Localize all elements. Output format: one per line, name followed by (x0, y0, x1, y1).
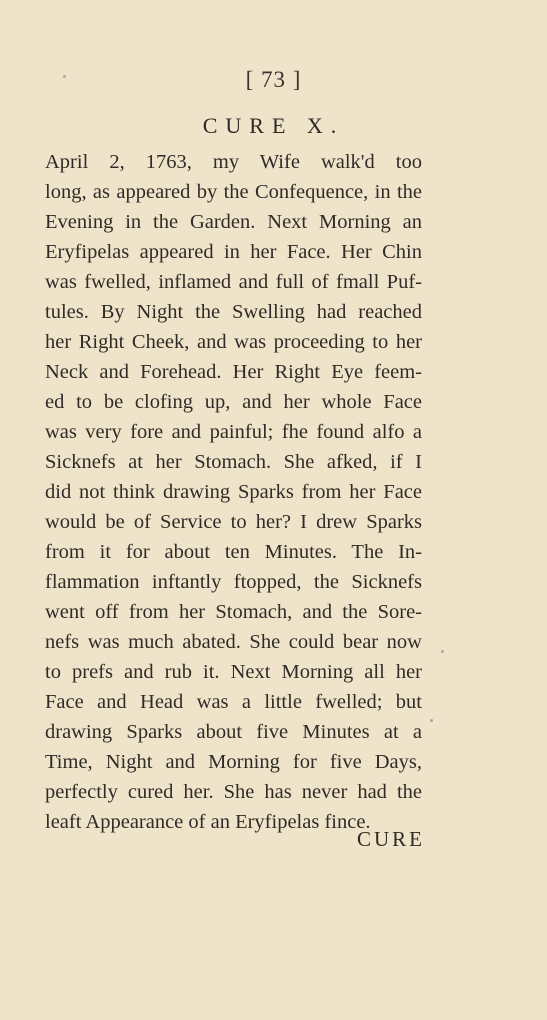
text-line: long, as appeared by the Confequence, in the (45, 181, 422, 203)
text-line: would be of Service to her? I drew Sparks (45, 511, 422, 533)
body-text (45, 147, 422, 837)
text-line: nefs was much abated. She could bear now (45, 631, 422, 653)
text-line: Neck and Forehead. Her Right Eye feem- (45, 361, 422, 383)
text-line: drawing Sparks about five Minutes at a (45, 721, 422, 743)
text-line: Evening in the Garden. Next Morning an (45, 211, 422, 233)
paper-speck (430, 719, 433, 722)
text-line: Time, Night and Morning for five Days, (45, 751, 422, 773)
text-line: Eryfipelas appeared in her Face. Her Chin (45, 241, 422, 263)
text-line: did not think drawing Sparks from her Face (45, 481, 422, 503)
text-line: tules. By Night the Swelling had reached (45, 301, 422, 323)
text-line: ed to be clofing up, and her whole Face (45, 391, 422, 413)
text-line: leaft Appearance of an Eryfipelas fince. (45, 811, 371, 833)
text-line: April 2, 1763, my Wife walk'd too (45, 151, 422, 173)
page-number: [ 73 ] (245, 67, 302, 92)
paper-speck (441, 650, 444, 653)
text-line: was very fore and painful; fhe found alfo a (45, 421, 422, 443)
cure-heading: CURE X. (202, 113, 345, 138)
text-line: Face and Head was a little fwelled; but (45, 691, 422, 713)
text-line: from it for about ten Minutes. The In- (45, 541, 422, 563)
text-line: to prefs and rub it. Next Morning all her (45, 661, 422, 683)
text-line: flammation inftantly ftopped, the Sicknefs (45, 571, 422, 593)
catchword: CURE (356, 827, 425, 851)
text-line: was fwelled, inflamed and full of fmall Puf- (45, 271, 422, 293)
text-line: went off from her Stomach, and the Sore- (45, 601, 422, 623)
text-line: perfectly cured her. She has never had the (45, 781, 422, 803)
text-line: her Right Cheek, and was proceeding to her (45, 331, 422, 353)
text-line: Sicknefs at her Stomach. She afked, if I (45, 451, 422, 473)
